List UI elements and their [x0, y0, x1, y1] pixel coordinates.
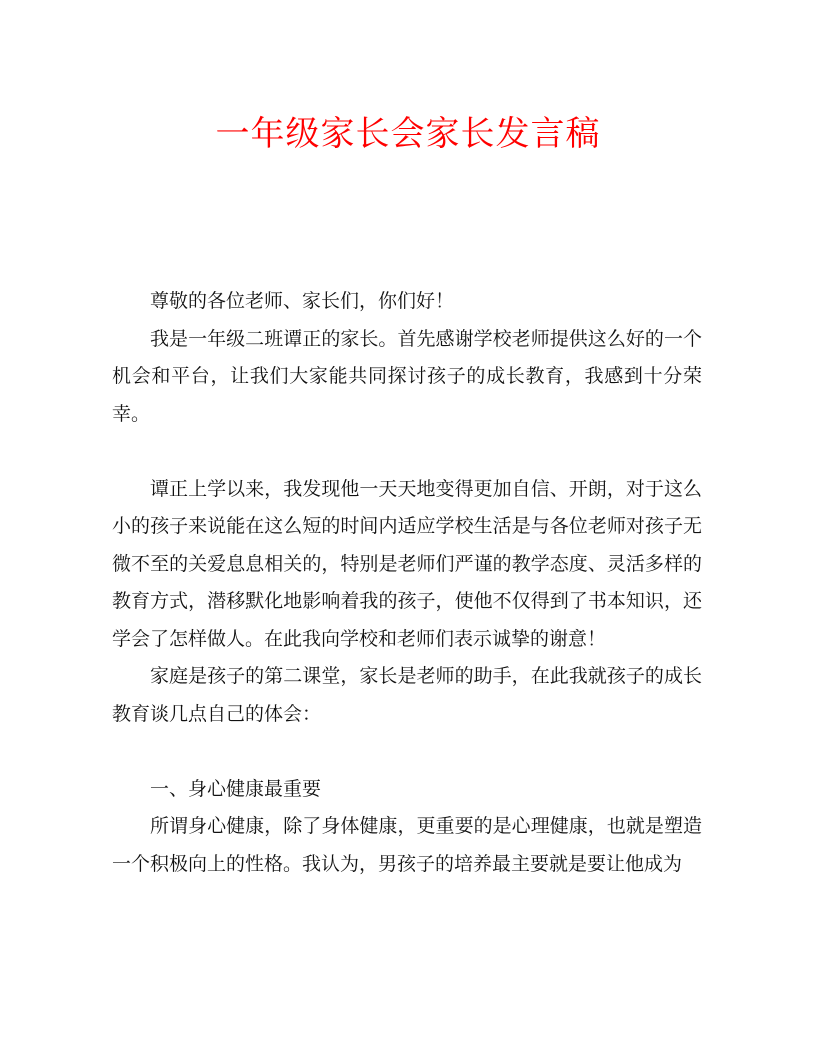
document-title: 一年级家长会家长发言稿: [215, 114, 601, 154]
health-paragraph: 所谓身心健康，除了身体健康，更重要的是心理健康，也就是塑造一个积极向上的性格。我认为，男孩子的培养最主要就是要让他成为: [112, 815, 702, 875]
document-body: [112, 283, 702, 883]
experience-intro-paragraph: 家庭是孩子的第二课堂，家长是老师的助手，在此我就孩子的成长教育谈几点自己的体会：: [112, 665, 702, 725]
section-heading-health: 一、身心健康最重要: [150, 777, 322, 800]
greeting-paragraph: 尊敬的各位老师、家长们，你们好！: [150, 290, 455, 312]
gratitude-paragraph: 谭正上学以来，我发现他一天天地变得更加自信、开朗，对于这么小的孩子来说能在这么短的时间内适应学校生活是与各位老师对孩子无微不至的关爱息息相关的，特别是老师们严谨的教学态度、灵活多样的教育方式，潜移默化地影响着我的孩子，使他不仅得到了书本知识，还学会了怎样做人。在此我向学校和老师们表示诚挚的谢意！: [112, 477, 702, 650]
paragraph-spacer: [112, 433, 702, 471]
paragraph-spacer: [112, 733, 702, 771]
introduction-paragraph: 我是一年级二班谭正的家长。首先感谢学校老师提供这么好的一个机会和平台，让我们大家能共同探讨孩子的成长教育，我感到十分荣幸。: [112, 327, 702, 425]
